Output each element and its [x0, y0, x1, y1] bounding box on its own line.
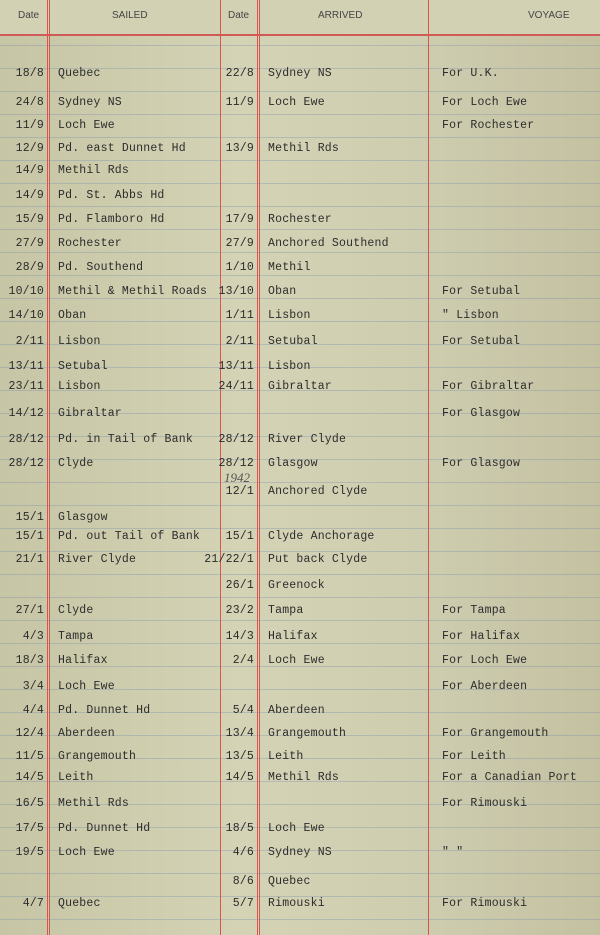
arrived-date: 28/12 — [218, 457, 254, 470]
header-sailed-date: Date — [18, 10, 40, 21]
column-divider — [259, 0, 260, 935]
arrived-date: 28/12 — [218, 433, 254, 446]
voyage: For Tampa — [442, 604, 506, 617]
sailed-place: Tampa — [58, 630, 94, 643]
arrived-place: Leith — [268, 750, 304, 763]
column-divider — [47, 0, 48, 935]
arrived-place: Tampa — [268, 604, 304, 617]
arrived-date: 21/22/1 — [204, 553, 254, 566]
sailed-date: 14/9 — [15, 164, 44, 177]
arrived-place: Gibraltar — [268, 380, 332, 393]
sailed-place: Lisbon — [58, 335, 101, 348]
sailed-place: Pd. Southend — [58, 261, 144, 274]
sailed-date: 14/9 — [15, 189, 44, 202]
sailed-place: Pd. in Tail of Bank — [58, 433, 193, 446]
sailed-place: Setubal — [58, 360, 108, 373]
arrived-date: 15/1 — [225, 530, 254, 543]
sailed-date: 4/4 — [22, 704, 44, 717]
sailed-place: Sydney NS — [58, 96, 122, 109]
arrived-date: 14/3 — [225, 630, 254, 643]
sailed-place: Pd. Dunnet Hd — [58, 704, 151, 717]
voyage: For Loch Ewe — [442, 96, 528, 109]
voyage: For Loch Ewe — [442, 654, 528, 667]
arrived-date: 5/7 — [232, 897, 254, 910]
arrived-place: Oban — [268, 285, 297, 298]
sailed-date: 14/12 — [8, 407, 44, 420]
arrived-date: 22/8 — [225, 67, 254, 80]
sailed-place: River Clyde — [58, 553, 137, 566]
sailed-date: 28/9 — [15, 261, 44, 274]
voyage: For Setubal — [442, 335, 521, 348]
arrived-date: 5/4 — [232, 704, 254, 717]
arrived-date: 4/6 — [232, 846, 254, 859]
arrived-date: 1/10 — [225, 261, 254, 274]
sailed-date: 28/12 — [8, 457, 44, 470]
arrived-place: Loch Ewe — [268, 96, 325, 109]
voyage: For Setubal — [442, 285, 521, 298]
arrived-date: 13/4 — [225, 727, 254, 740]
arrived-date: 1/11 — [225, 309, 254, 322]
year-note: 1942 — [224, 470, 250, 485]
sailed-date: 14/10 — [8, 309, 44, 322]
sailed-place: Loch Ewe — [58, 680, 115, 693]
arrived-place: Methil Rds — [268, 142, 340, 155]
arrived-date: 13/5 — [225, 750, 254, 763]
arrived-place: Grangemouth — [268, 727, 347, 740]
sailed-place: Pd. Dunnet Hd — [58, 822, 151, 835]
arrived-place: Sydney NS — [268, 846, 332, 859]
voyage: " Lisbon — [442, 309, 499, 322]
sailed-place: Aberdeen — [58, 727, 115, 740]
voyage: For Glasgow — [442, 407, 521, 420]
arrived-place: Sydney NS — [268, 67, 332, 80]
arrived-date: 2/11 — [225, 335, 254, 348]
arrived-date: 18/5 — [225, 822, 254, 835]
sailed-date: 15/1 — [15, 511, 44, 524]
sailed-date: 14/5 — [15, 771, 44, 784]
arrived-date: 24/11 — [218, 380, 254, 393]
arrived-place: Clyde Anchorage — [268, 530, 375, 543]
arrived-date: 2/4 — [232, 654, 254, 667]
arrived-place: Setubal — [268, 335, 318, 348]
sailed-place: Clyde — [58, 457, 94, 470]
header-voyage: VOYAGE — [528, 10, 570, 21]
arrived-place: Lisbon — [268, 309, 311, 322]
sailed-place: Pd. out Tail of Bank — [58, 530, 201, 543]
sailed-date: 17/5 — [15, 822, 44, 835]
sailed-place: Grangemouth — [58, 750, 137, 763]
arrived-date: 8/6 — [232, 875, 254, 888]
arrived-date: 27/9 — [225, 237, 254, 250]
sailed-date: 23/11 — [8, 380, 44, 393]
sailed-place: Pd. east Dunnet Hd — [58, 142, 186, 155]
sailed-date: 4/7 — [22, 897, 44, 910]
sailed-date: 10/10 — [8, 285, 44, 298]
voyage: For Glasgow — [442, 457, 521, 470]
arrived-place: Greenock — [268, 579, 325, 592]
arrived-place: Loch Ewe — [268, 654, 325, 667]
voyage: For Rochester — [442, 119, 535, 132]
sailed-place: Loch Ewe — [58, 119, 115, 132]
sailed-date: 12/4 — [15, 727, 44, 740]
arrived-date: 17/9 — [225, 213, 254, 226]
sailed-place: Methil Rds — [58, 164, 130, 177]
sailed-date: 28/12 — [8, 433, 44, 446]
sailed-place: Leith — [58, 771, 94, 784]
arrived-place: Quebec — [268, 875, 311, 888]
arrived-place: Aberdeen — [268, 704, 325, 717]
sailed-place: Pd. St. Abbs Hd — [58, 189, 165, 202]
sailed-date: 21/1 — [15, 553, 44, 566]
sailed-place: Pd. Flamboro Hd — [58, 213, 165, 226]
voyage: For Rimouski — [442, 797, 528, 810]
voyage: For U.K. — [442, 67, 499, 80]
voyage: For Aberdeen — [442, 680, 528, 693]
sailed-place: Methil Rds — [58, 797, 130, 810]
sailed-date: 19/5 — [15, 846, 44, 859]
sailed-date: 2/11 — [15, 335, 44, 348]
sailed-date: 11/9 — [15, 119, 44, 132]
arrived-place: Lisbon — [268, 360, 311, 373]
sailed-date: 4/3 — [22, 630, 44, 643]
arrived-date: 23/2 — [225, 604, 254, 617]
arrived-place: Loch Ewe — [268, 822, 325, 835]
sailed-place: Methil & Methil Roads — [58, 285, 208, 298]
voyage: For Grangemouth — [442, 727, 549, 740]
sailed-date: 18/3 — [15, 654, 44, 667]
header-sailed: SAILED — [112, 10, 148, 21]
sailed-date: 3/4 — [22, 680, 44, 693]
voyage: For Halifax — [442, 630, 521, 643]
arrived-date: 13/11 — [218, 360, 254, 373]
arrived-place: Anchored Southend — [268, 237, 389, 250]
sailed-place: Lisbon — [58, 380, 101, 393]
column-divider — [49, 0, 50, 935]
sailed-date: 18/8 — [15, 67, 44, 80]
sailed-place: Clyde — [58, 604, 94, 617]
arrived-place: River Clyde — [268, 433, 347, 446]
voyage: For Gibraltar — [442, 380, 535, 393]
sailed-date: 15/1 — [15, 530, 44, 543]
sailed-place: Halifax — [58, 654, 108, 667]
voyage: For Leith — [442, 750, 506, 763]
arrived-date: 14/5 — [225, 771, 254, 784]
sailed-place: Quebec — [58, 897, 101, 910]
arrived-date: 26/1 — [225, 579, 254, 592]
sailed-place: Gibraltar — [58, 407, 122, 420]
header-arrived-date: Date — [228, 10, 250, 21]
arrived-place: Rochester — [268, 213, 332, 226]
voyage: For a Canadian Port — [442, 771, 577, 784]
sailed-place: Glasgow — [58, 511, 108, 524]
ledger-header — [0, 0, 600, 36]
voyage: " " — [442, 846, 464, 859]
sailed-date: 27/9 — [15, 237, 44, 250]
arrived-date: 11/9 — [225, 96, 254, 109]
sailed-date: 11/5 — [15, 750, 44, 763]
sailed-date: 24/8 — [15, 96, 44, 109]
sailed-place: Quebec — [58, 67, 101, 80]
arrived-place: Put back Clyde — [268, 553, 368, 566]
column-divider — [428, 0, 429, 935]
sailed-date: 15/9 — [15, 213, 44, 226]
arrived-place: Glasgow — [268, 457, 318, 470]
sailed-date: 12/9 — [15, 142, 44, 155]
sailed-place: Oban — [58, 309, 87, 322]
sailed-date: 27/1 — [15, 604, 44, 617]
arrived-place: Anchored Clyde — [268, 485, 368, 498]
arrived-place: Rimouski — [268, 897, 325, 910]
arrived-date: 13/10 — [218, 285, 254, 298]
sailed-place: Rochester — [58, 237, 122, 250]
sailed-date: 16/5 — [15, 797, 44, 810]
column-divider — [257, 0, 258, 935]
arrived-date: 13/9 — [225, 142, 254, 155]
sailed-place: Loch Ewe — [58, 846, 115, 859]
voyage: For Rimouski — [442, 897, 528, 910]
header-arrived: ARRIVED — [318, 10, 363, 21]
arrived-place: Methil Rds — [268, 771, 340, 784]
arrived-date: 12/1 — [225, 485, 254, 498]
sailed-date: 13/11 — [8, 360, 44, 373]
arrived-place: Halifax — [268, 630, 318, 643]
arrived-place: Methil — [268, 261, 311, 274]
